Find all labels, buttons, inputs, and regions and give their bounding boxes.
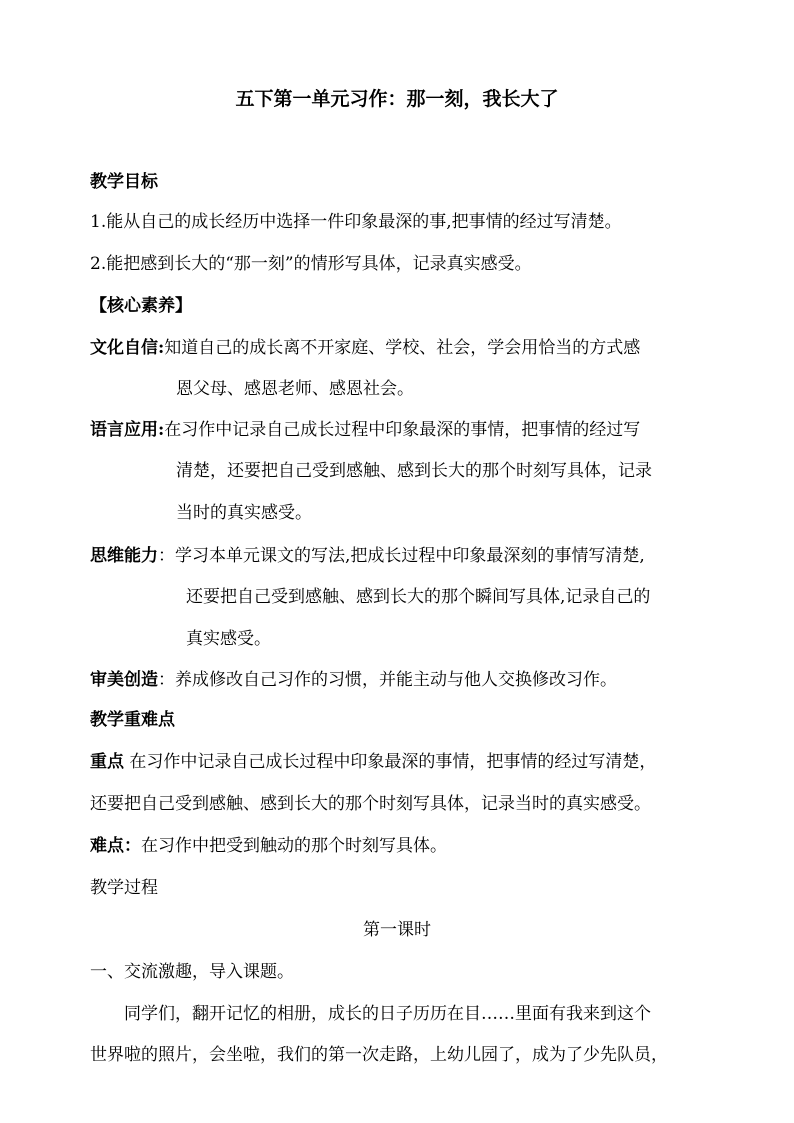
culture-label: 文化自信: [90,338,165,358]
language-text-line-2: 清楚，还要把自己受到感触、感到长大的那个时刻写具体，记录 [176,461,652,481]
focus-text-line-2: 还要把自己受到感触、感到长大的那个时刻写具体，记录当时的真实感受。 [90,794,651,814]
focus-paragraph [90,750,720,774]
thinking-paragraph [90,544,720,568]
aesthetic-label: 审美创造 [90,670,158,690]
thinking-text: ：学习本单元课文的写法,把成长过程中印象最深刻的事情写清楚, [158,546,645,566]
language-label: 语言应用: [90,420,165,440]
thinking-text-line-3: 真实感受。 [186,629,271,649]
goal-item-1: 1.能从自己的成长经历中选择一件印象最深的事,把事情的经过写清楚。 [90,212,622,232]
focus-label: 重点 [90,752,124,772]
difficulty-text: 在习作中把受到触动的那个时刻写具体。 [141,836,447,856]
culture-text-line-2: 恩父母、感恩老师、感恩社会。 [176,379,414,399]
thinking-label: 思维能力 [90,546,158,566]
teaching-process-heading: 教学过程 [90,878,158,898]
teaching-goals-heading: 教学目标 [90,172,158,192]
culture-paragraph [90,336,720,360]
intro-paragraph-line-1: 同学们，翻开记忆的相册，成长的日子历历在目……里面有我来到这个 [124,1004,651,1024]
language-paragraph [90,418,720,442]
aesthetic-paragraph [90,668,720,692]
focus-text: 在习作中记录自己成长过程中印象最深的事情，把事情的经过写清楚， [129,752,657,772]
intro-paragraph-line-2: 世界啦的照片，会坐啦，我们的第一次走路，上幼儿园了，成为了少先队员， [90,1045,668,1065]
key-points-heading: 教学重难点 [90,710,175,730]
language-text: 在习作中记录自己成长过程中印象最深的事情，把事情的经过写 [164,420,641,440]
goal-item-2: 2.能把感到长大的“那一刻”的情形写具体，记录真实感受。 [90,254,532,274]
lesson-heading: 第一课时 [363,920,431,940]
core-literacy-heading: 【核心素养】 [90,296,192,316]
aesthetic-text: ：养成修改自己习作的习惯，并能主动与他人交换修改习作。 [158,670,617,690]
language-text-line-3: 当时的真实感受。 [176,503,312,523]
difficulty-paragraph [90,834,720,858]
step-1-heading: 一、交流激趣，导入课题。 [90,962,294,982]
thinking-text-line-2: 还要把自己受到感触、感到长大的那个瞬间写具体,记录自己的 [186,587,651,607]
difficulty-label: 难点： [90,836,141,856]
culture-text: 知道自己的成长离不开家庭、学校、社会，学会用恰当的方式感 [164,338,641,358]
document-title: 五下第一单元习作：那一刻，我长大了 [235,88,559,110]
